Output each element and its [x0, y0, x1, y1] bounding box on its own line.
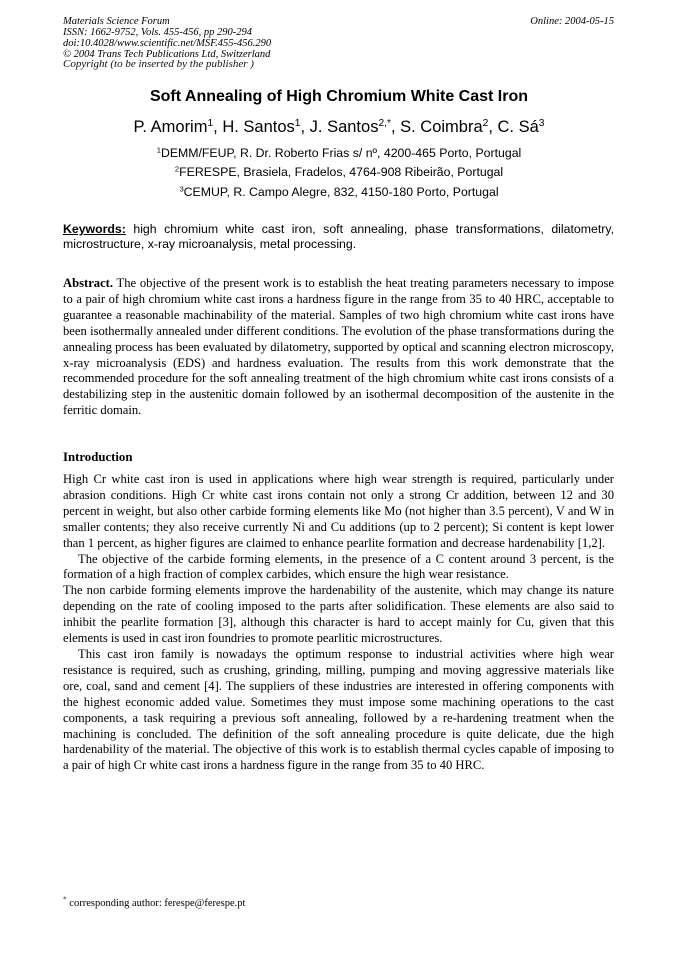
paper-title: Soft Annealing of High Chromium White Cast Iron: [149, 88, 529, 105]
author: P. Amorim$^1$,: [133, 117, 223, 136]
keywords-text: high chromium white cast iron, soft annealing, phase transformations, dilatometry, microstructure, x-ray microanalysis, metal processing.: [63, 222, 614, 251]
author: J. Santos$^{2,*}$,: [309, 117, 401, 136]
abstract-label: Abstract.: [63, 276, 114, 290]
issn-line: ISSN: 1662-9752, Vols. 455-456, pp 290-294: [63, 27, 252, 38]
author: S. Coimbra$^2$,: [400, 117, 498, 136]
author-list: [0, 118, 678, 137]
abstract-text: The objective of the present work is to establish the heat treating parameters necessary to impose to a pair of high chromium white cast irons a hardness figure in the range from 35 to 40 HRC, acceptable to guarantee a reasonable machinability of the material. Samples of two high chromium white cast irons have been isothermally annealed under different conditions. The evolution of the phase transformations during the annealing process has been evaluated by dilatometry, supported by optical and scanning electron microscopy, x-ray microanalysis (EDS) and hardness evaluation. The results from this work demonstrate that the recommended procedure for the soft annealing treatment of the high chromium white cast irons consists of a destabilizing step in the austenitic domain followed by an isothermal decomposition of the austenite in the ferritic domain.: [63, 276, 614, 418]
author: C. $Sá^3$: [497, 117, 545, 136]
copyright-line: © 2004 Trans Tech Publications Ltd, Switzerland: [63, 49, 271, 60]
abstract: [63, 276, 614, 419]
author: H. Santos$^1$,: [222, 117, 310, 136]
introduction-body: [63, 472, 614, 774]
affiliation: $^2$FERESPE, Brasiela, Fradelos, 4764-908 Ribeirão, Portugal: [174, 164, 504, 179]
publisher-placeholder: Copyright (to be inserted by the publisher ): [63, 58, 254, 70]
section-heading: Introduction: [63, 450, 133, 464]
online-date: Online: 2004-05-15: [530, 16, 614, 27]
keywords-label: Keywords:: [63, 222, 126, 236]
footnote: * corresponding author: ferespe@ferespe.pt: [63, 894, 246, 909]
affiliation: $^1$DEMM/FEUP, R. Dr. Roberto Frias s/ nº, 4200-465 Porto, Portugal: [156, 145, 522, 160]
journal-header: [63, 16, 483, 60]
paragraph: High Cr white cast iron is used in applications where high wear strength is required, particularly under abrasion conditions. High Cr white cast irons contain not only a strong Cr addition, between 12 and 30 percent in weight, but also other carbide forming elements like Mo (not higher than 3.5 percent), V and W in smaller contents; they also receive currently Ni and Cu additions (up to 2 percent); Si content is kept lower than 1 percent, as higher figures are claimed to enhance pearlite formation and decrease hardenability [1,2].: [63, 472, 614, 550]
keywords: [63, 222, 614, 252]
paragraph: The objective of the carbide forming elements, in the presence of a C content around 3 percent, is the formation of a high fraction of complex carbides, which ensure the high wear resistance.: [63, 551, 614, 582]
paragraph: The non carbide forming elements improve the hardenability of the austenite, which may change its nature depending on the rate of cooling imposed to the parts after solidification. These elements are also said to inhibit the pearlite formation [3], although this character is hard to accept mainly for Cu, given that this elements is used in cast iron foundries to promote pearlitic microstructures.: [63, 583, 614, 646]
doi-line[interactable]: doi:10.4028/www.scientific.net/MSF.455-456.290: [63, 38, 272, 49]
journal-name: Materials Science Forum: [63, 16, 170, 27]
affiliation: $^3$CEMUP, R. Campo Alegre, 832, 4150-180 Porto, Portugal: [179, 184, 499, 199]
paragraph: This cast iron family is nowadays the optimum response to industrial activities where high wear resistance is required, such as crushing, grinding, milling, pumping and moving aggressive materials like ore, coal, sand and cement [4]. The suppliers of these industries are interested in offering components with the highest economic added value. Sometimes they must impose some machining operations to the cast components, a task requiring a previous soft annealing, followed by a re-hardening treatment when the machining is concluded. The definition of the soft annealing procedure is quite delicate, due the high hardenability of the material. The objective of this work is to establish thermal cycles capable of imposing to a pair of high Cr white cast irons a hardness figure in the range from 35 to 40 HRC.: [63, 646, 614, 773]
